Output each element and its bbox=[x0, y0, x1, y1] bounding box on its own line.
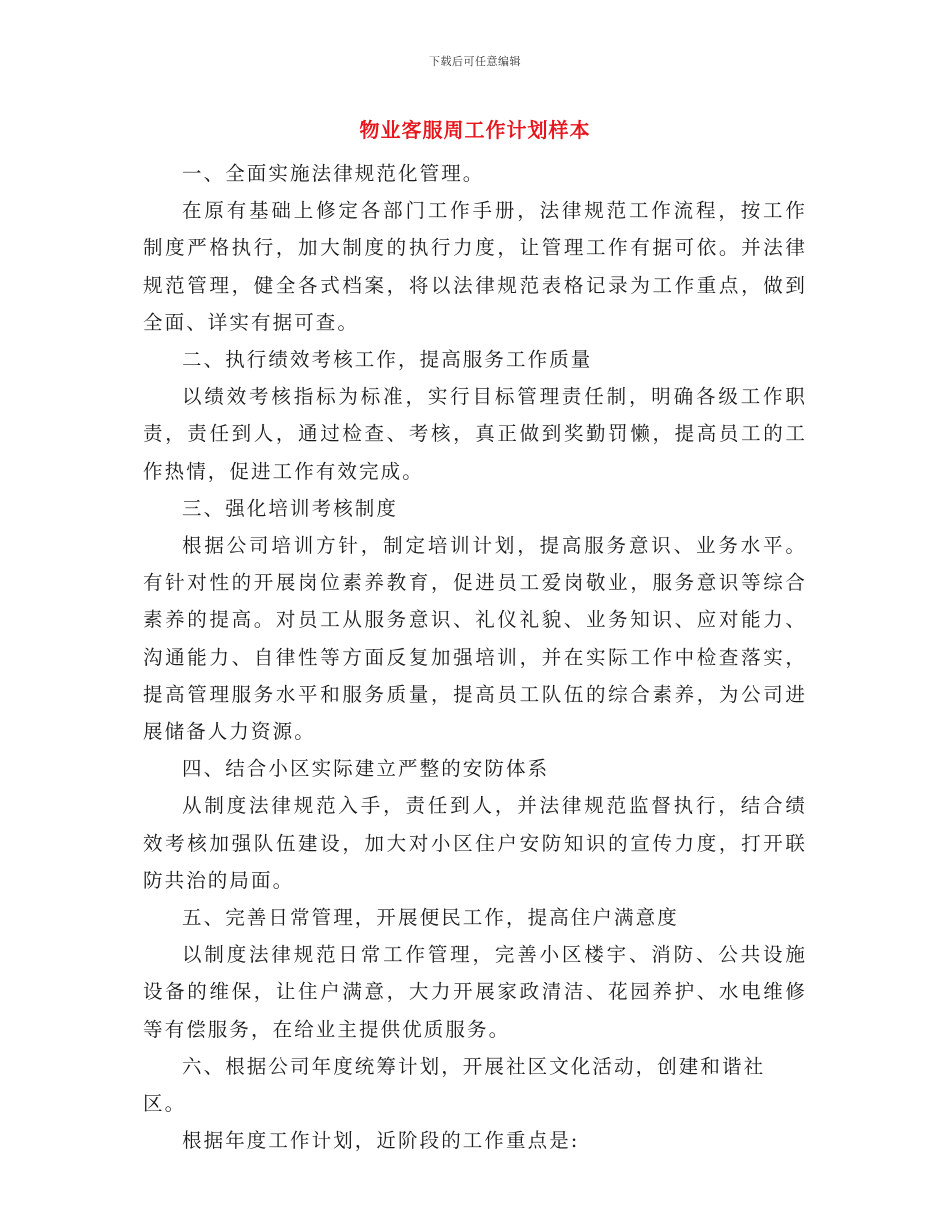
paragraph-2: 以绩效考核指标为标准，实行目标管理责任制，明确各级工作职责，责任到人，通过检查、考核，真正做到奖勤罚懒，提高员工的工作热情，促进工作有效完成。 bbox=[143, 385, 807, 483]
paragraph-6: 根据年度工作计划，近阶段的工作重点是: bbox=[182, 1129, 580, 1153]
section-heading-4: 四、结合小区实际建立严整的安防体系 bbox=[182, 757, 550, 781]
paragraph-1: 在原有基础上修定各部门工作手册，法律规范工作流程，按工作制度严格执行，加大制度的执行力度，让管理工作有据可依。并法律规范管理，健全各式档案，将以法律规范表格记录为工作重点，做到全面、详实有据可查。 bbox=[143, 199, 807, 334]
document-title: 物业客服周工作计划样本 bbox=[359, 118, 591, 142]
paragraph-4: 从制度法律规范入手，责任到人，并法律规范监督执行，结合绩效考核加强队伍建设，加大对小区住户安防知识的宣传力度，打开联防共治的局面。 bbox=[143, 794, 807, 892]
document-body bbox=[143, 155, 807, 1159]
section-heading-5: 五、完善日常管理，开展便民工作，提高住户满意度 bbox=[182, 906, 679, 930]
section-heading-3: 三、强化培训考核制度 bbox=[182, 496, 399, 520]
header-note: 下载后可任意编辑 bbox=[429, 55, 521, 68]
paragraph-5: 以制度法律规范日常工作管理，完善小区楼宇、消防、公共设施设备的维保，让住户满意，大力开展家政清洁、花园养护、水电维修等有偿服务，在给业主提供优质服务。 bbox=[143, 943, 807, 1041]
section-heading-6: 六、根据公司年度统筹计划，开展社区文化活动，创建和谐社区。 bbox=[143, 1054, 766, 1116]
section-heading-2: 二、执行绩效考核工作，提高服务工作质量 bbox=[182, 348, 593, 372]
paragraph-3: 根据公司培训方针，制定培训计划，提高服务意识、业务水平。有针对性的开展岗位素养教育，促进员工爱岗敬业，服务意识等综合素养的提高。对员工从服务意识、礼仪礼貌、业务知识、应对能力、沟通能力、自律性等方面反复加强培训，并在实际工作中检查落实，提高管理服务水平和服务质量，提高员工队伍的综合素养，为公司进展储备人力资源。 bbox=[143, 534, 807, 744]
section-heading-1: 一、全面实施法律规范化管理。 bbox=[182, 162, 485, 185]
